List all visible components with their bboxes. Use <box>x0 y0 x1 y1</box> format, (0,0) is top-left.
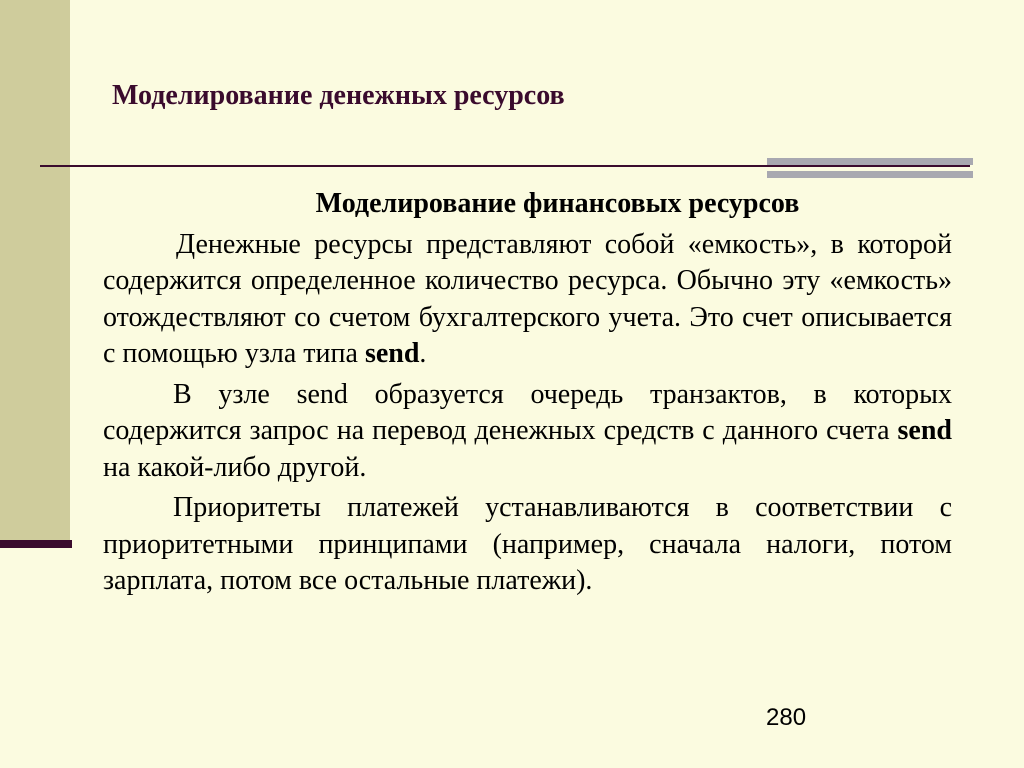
section-subheading: Моделирование финансовых ресурсов <box>315 188 800 219</box>
slide-body <box>103 186 952 604</box>
paragraph-2-text: В узле send образуется очередь транзактов, в которых содержится запрос на перевод денежных средств с данного счета <box>103 378 952 446</box>
paragraph-1 <box>103 227 952 373</box>
left-band-underline <box>0 540 72 548</box>
slide-title: Моделирование денежных ресурсов <box>112 80 565 111</box>
page-number: 280 <box>766 704 807 731</box>
title-divider <box>40 165 970 167</box>
paragraph-1-text: Денежные ресурсы представляют собой «емкость», в которой содержится определенное количество ресурса. Обычно эту «емкость» отождествляют со счетом бухгалтерского учета. Это счет описывается с помощью узла типа <box>103 228 952 369</box>
paragraph-1-keyword: send <box>364 338 420 369</box>
paragraph-2-tail: на какой-либо другой. <box>103 451 367 483</box>
paragraph-2 <box>103 377 952 487</box>
accent-bar-top <box>767 158 973 165</box>
paragraph-2-keyword: send <box>897 415 952 446</box>
paragraph-1-tail: . <box>419 338 427 369</box>
paragraph-3-text: Приоритеты платежей устанавливаются в соответствии с приоритетными принципами (например, сначала налоги, потом зарплата, потом все остальные платежи). <box>103 492 952 596</box>
accent-bar-bottom <box>767 171 973 178</box>
left-decorative-band <box>0 0 70 540</box>
paragraph-3 <box>103 490 952 600</box>
